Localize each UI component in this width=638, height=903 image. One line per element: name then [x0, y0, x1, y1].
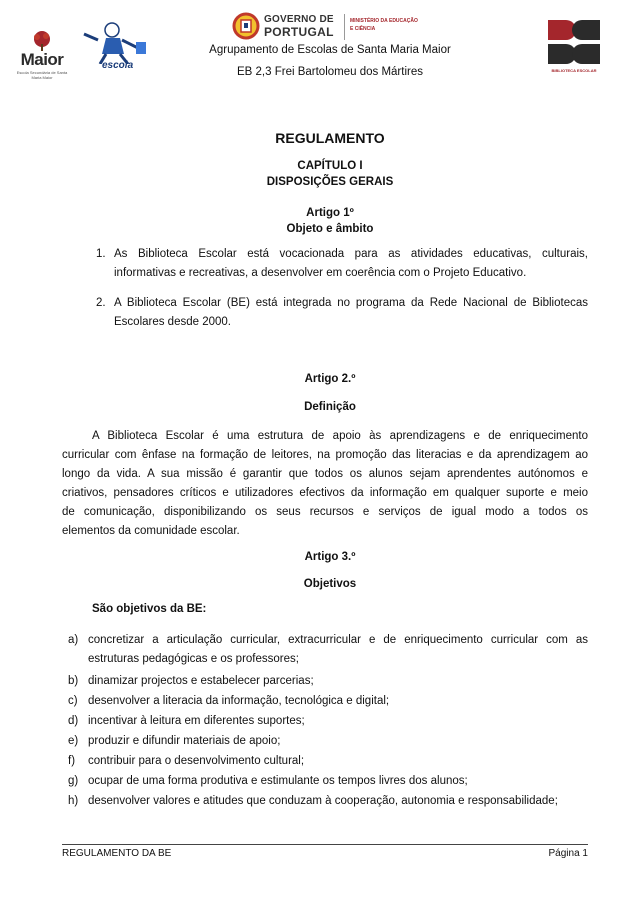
- art1-item-number: 1.: [96, 248, 106, 260]
- coat-of-arms-icon: [232, 12, 260, 40]
- art3-heading: Artigo 3.º: [304, 551, 356, 563]
- art3-item-letter: a): [68, 634, 79, 646]
- art2-paragraph-line: curricular com ênfase na formação de leitores, na promoção das literacias e da aprendizagem ao: [62, 449, 588, 461]
- art2-paragraph-line: longo da vida. A sua missão é garantir que todos os alunos sejam aprendentes autónomos e: [62, 468, 588, 480]
- art1-item-line: informativas e recreativas, a desenvolver em coerência com o Projeto Educativo.: [114, 267, 527, 279]
- art3-item-text: desenvolver valores e atitudes que conduzam à cooperação, autonomia e responsabilidade;: [88, 795, 558, 807]
- escola-logo: [76, 20, 156, 76]
- art3-item-text: estruturas pedagógicas e os professores;: [88, 653, 299, 665]
- biblioteca-escolar-logo: [546, 18, 602, 78]
- art1-item-line: Escolares desde 2000.: [114, 316, 231, 328]
- art3-item-text: incentivar à leitura em diferentes suportes;: [88, 715, 305, 727]
- ministry-line1: MINISTÉRIO DA EDUCAÇÃO: [350, 18, 418, 24]
- art2-subheading: Definição: [304, 401, 356, 413]
- footer-page-number: Página 1: [548, 848, 588, 859]
- maior-logo: [14, 30, 70, 78]
- art3-item-letter: b): [68, 675, 79, 687]
- art3-item-letter: c): [68, 695, 78, 707]
- chapter-title: DISPOSIÇÕES GERAIS: [266, 176, 394, 188]
- art2-paragraph-line: criativos, pensadores críticos e utilizadores efectivos da informação em qualquer suporte e meio: [62, 487, 588, 499]
- art3-subheading: Objetivos: [303, 578, 357, 590]
- art3-item-text: produzir e difundir materiais de apoio;: [88, 735, 281, 747]
- art3-intro: São objetivos da BE:: [92, 603, 207, 615]
- art1-heading: Artigo 1º: [306, 207, 354, 219]
- art2-paragraph-line: de comunicação, disponibilizando os seus recursos e serviços de igual modo a todos os: [62, 506, 588, 518]
- art3-item-letter: f): [68, 755, 76, 767]
- art2-paragraph-line: elementos da comunidade escolar.: [62, 525, 240, 537]
- be-logo-caption: BIBLIOTECA ESCOLAR: [551, 68, 597, 73]
- chapter-number: CAPÍTULO I: [297, 160, 363, 172]
- art2-heading: Artigo 2.º: [304, 373, 356, 385]
- art3-item-text: concretizar a articulação curricular, extracurricular e de enriquecimento curricular com as: [88, 634, 588, 646]
- document-title: REGULAMENTO: [275, 130, 385, 146]
- footer-divider: [62, 844, 588, 845]
- art3-item-text: ocupar de uma forma produtiva e estimulante os tempos livres dos alunos;: [88, 775, 468, 787]
- be-mark-icon: [546, 18, 602, 66]
- art1-item-line: A Biblioteca Escolar (BE) está integrada no programa da Rede Nacional de Bibliotecas: [114, 297, 588, 309]
- footer-left: REGULAMENTO DA BE: [62, 848, 172, 859]
- art1-subheading: Objeto e âmbito: [286, 223, 374, 235]
- school-name: EB 2,3 Frei Bartolomeu dos Mártires: [237, 66, 423, 78]
- art3-item-letter: h): [68, 795, 79, 807]
- art3-item-text: contribuir para o desenvolvimento cultural;: [88, 755, 305, 767]
- gov-line1: GOVERNO DE: [264, 14, 334, 25]
- school-group-name: Agrupamento de Escolas de Santa Maria Maior: [209, 44, 451, 56]
- gov-line2: PORTUGAL: [264, 25, 334, 39]
- art3-item-text: desenvolver a literacia da informação, tecnológica e digital;: [88, 695, 390, 707]
- tree-icon: [14, 30, 70, 52]
- maior-logo-text: Maior: [20, 50, 64, 69]
- art3-item-letter: g): [68, 775, 79, 787]
- art1-item-line: As Biblioteca Escolar está vocacionada para as atividades educativas, culturais,: [114, 248, 588, 260]
- escola-logo-text: escola: [102, 60, 134, 71]
- art1-item-number: 2.: [96, 297, 106, 309]
- gov-divider: [344, 14, 345, 40]
- art2-paragraph-line: A Biblioteca Escolar é uma estrutura de apoio às aprendizagens e de enriquecimento: [92, 430, 588, 442]
- ministry-line2: E CIÊNCIA: [350, 26, 376, 32]
- governo-portugal-logo: [232, 12, 418, 42]
- art3-item-letter: e): [68, 735, 79, 747]
- mascot-icon: [76, 20, 156, 64]
- maior-logo-subtitle: Escola Secundária de Santa Maria Maior: [16, 70, 68, 80]
- art3-item-text: dinamizar projectos e estabelecer parcerias;: [88, 675, 314, 687]
- art3-item-letter: d): [68, 715, 79, 727]
